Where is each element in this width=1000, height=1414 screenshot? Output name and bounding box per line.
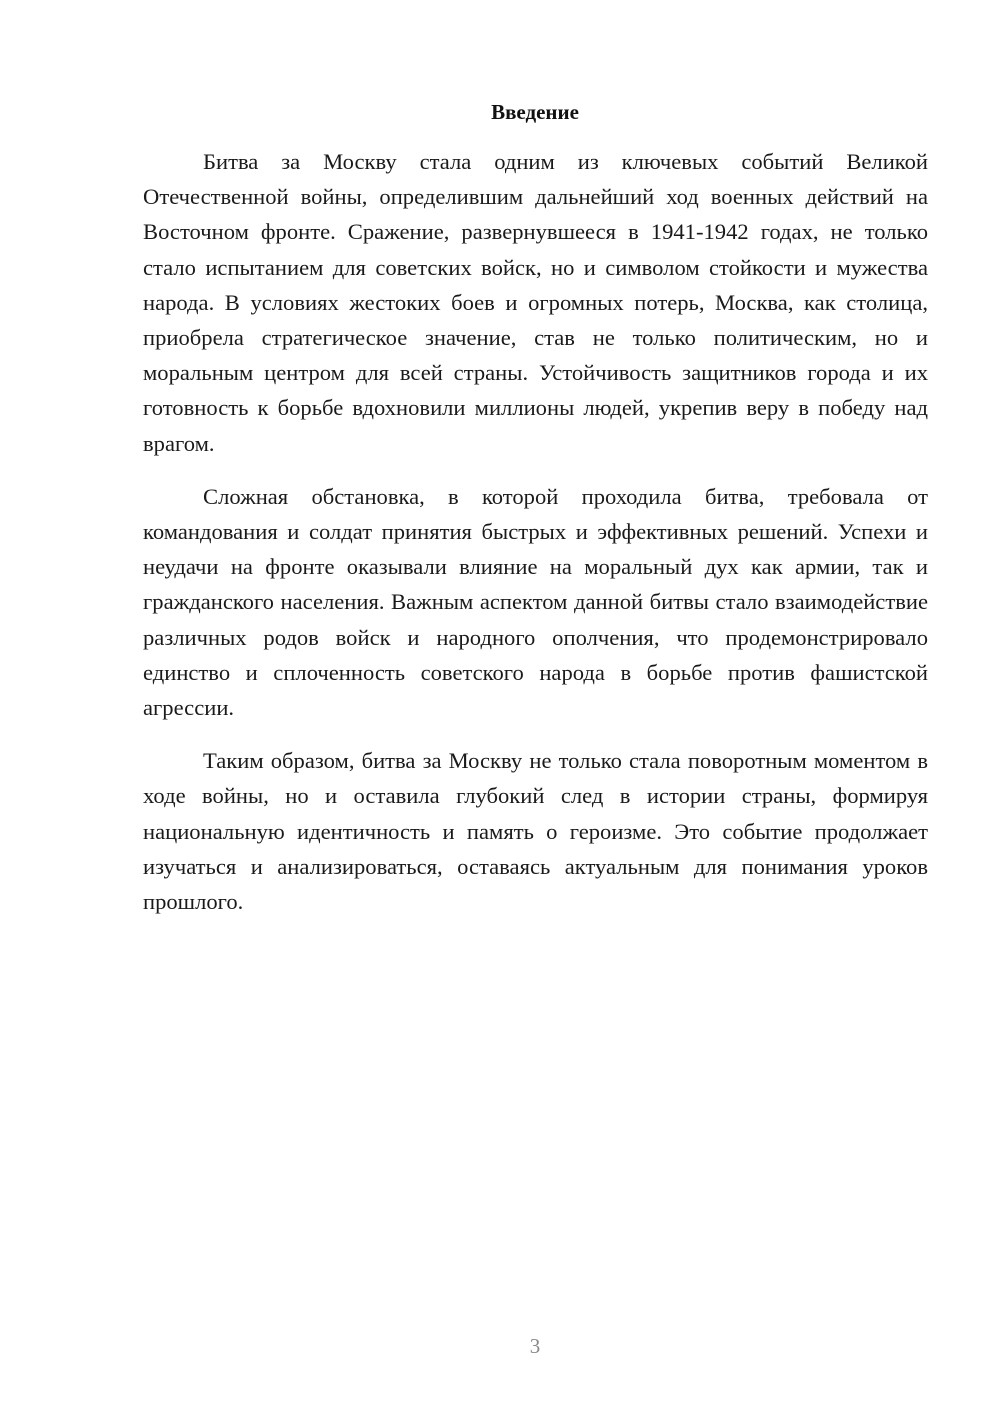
page-number: 3 [529, 1334, 541, 1358]
paragraph-3: Таким образом, битва за Москву не только стала поворотным моментом в ходе войны, но и оставила глубокий след в истории страны, формируя национальную идентичность и память о героизме. Это событие продолжает изучаться и анализироваться, оставаясь актуальным для понимания уроков прошлого. [143, 748, 928, 915]
paragraph-2: Сложная обстановка, в которой проходила битва, требовала от командования и солдат принятия быстрых и эффективных решений. Успехи и неудачи на фронте оказывали влияние на моральный дух как армии, так и гражданского населения. Важным аспектом данной битвы стало взаимодействие различных родов войск и народного ополчения, что продемонстрировало единство и сплоченность советского народа в борьбе против фашистской агрессии. [143, 483, 928, 721]
section-title: Введение [491, 100, 579, 124]
body-text [143, 144, 928, 937]
paragraph-1: Битва за Москву стала одним из ключевых событий Великой Отечественной войны, определившим дальнейший ход военных действий на Восточном фронте. Сражение, развернувшееся в 1941-1942 годах, не только стало испытанием для советских войск, но и символом стойкости и мужества народа. В условиях жестоких боев и огромных потерь, Москва, как столица, приобрела стратегическое значение, став не только политическим, но и моральным центром для всей страны. Устойчивость защитников города и их готовность к борьбе вдохновили миллионы людей, укрепив веру в победу над врагом. [143, 149, 928, 456]
